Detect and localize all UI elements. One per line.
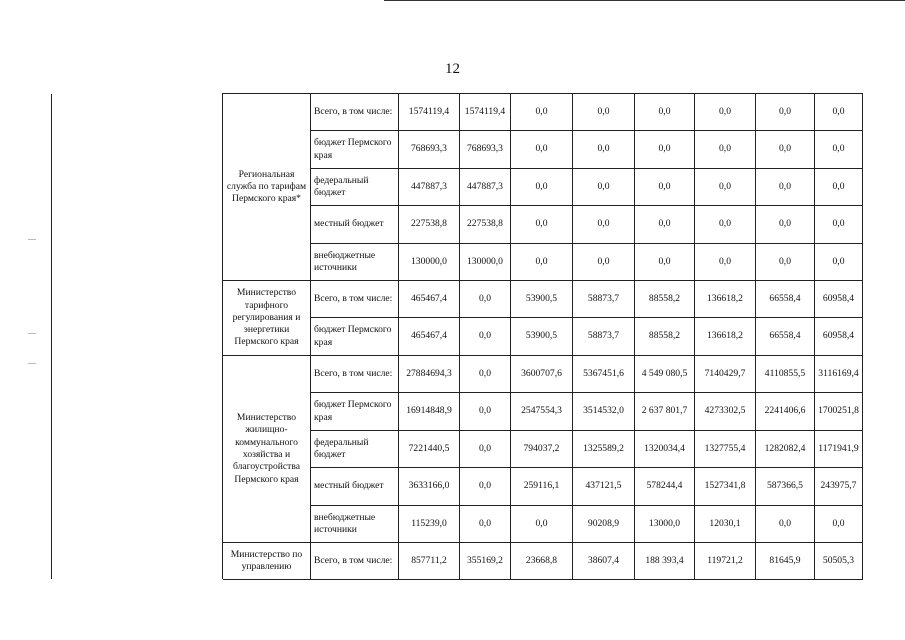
amount-cell: 465467,4 xyxy=(399,318,460,356)
amount-cell: 53900,5 xyxy=(511,318,573,356)
funding-source-cell: Всего, в том числе: xyxy=(311,356,399,393)
amount-cell: 3514532,0 xyxy=(573,393,635,431)
amount-cell: 768693,3 xyxy=(399,131,460,169)
amount-cell: 0,0 xyxy=(695,206,756,244)
amount-cell: 0,0 xyxy=(635,206,695,244)
amount-cell: 0,0 xyxy=(460,393,511,431)
amount-cell: 4273302,5 xyxy=(695,393,756,431)
amount-cell: 3116169,4 xyxy=(815,356,863,393)
amount-cell: 0,0 xyxy=(756,94,815,131)
amount-cell: 16914848,9 xyxy=(399,393,460,431)
funding-source-cell: бюджет Пермского края xyxy=(311,131,399,169)
amount-cell: 857711,2 xyxy=(399,543,460,580)
amount-cell: 88558,2 xyxy=(635,318,695,356)
amount-cell: 2547554,3 xyxy=(511,393,573,431)
amount-cell: 0,0 xyxy=(695,169,756,206)
organization-cell: Министерство жилищно-коммунального хозяйства и благоустройства Пермского края xyxy=(223,356,311,543)
amount-cell: 259116,1 xyxy=(511,468,573,506)
amount-cell: 130000,0 xyxy=(399,244,460,281)
amount-cell: 0,0 xyxy=(460,431,511,468)
amount-cell: 0,0 xyxy=(756,206,815,244)
amount-cell: 0,0 xyxy=(815,506,863,543)
amount-cell: 0,0 xyxy=(635,131,695,169)
amount-cell: 66558,4 xyxy=(756,318,815,356)
amount-cell: 1574119,4 xyxy=(399,94,460,131)
amount-cell: 447887,3 xyxy=(460,169,511,206)
amount-cell: 4 549 080,5 xyxy=(635,356,695,393)
organization-cell: Региональная служба по тарифам Пермского края* xyxy=(223,94,311,281)
amount-cell: 1700251,8 xyxy=(815,393,863,431)
amount-cell: 0,0 xyxy=(635,169,695,206)
amount-cell: 0,0 xyxy=(573,206,635,244)
amount-cell: 0,0 xyxy=(460,281,511,318)
amount-cell: 5367451,6 xyxy=(573,356,635,393)
amount-cell: 60958,4 xyxy=(815,281,863,318)
amount-cell: 81645,9 xyxy=(756,543,815,580)
funding-source-cell: Всего, в том числе: xyxy=(311,543,399,580)
amount-cell: 0,0 xyxy=(815,131,863,169)
funding-source-cell: местный бюджет xyxy=(311,206,399,244)
amount-cell: 0,0 xyxy=(815,206,863,244)
amount-cell: 3633166,0 xyxy=(399,468,460,506)
funding-source-cell: местный бюджет xyxy=(311,468,399,506)
amount-cell: 119721,2 xyxy=(695,543,756,580)
organization-cell: Министерство тарифного регулирования и энергетики Пермского края xyxy=(223,281,311,356)
amount-cell: 27884694,3 xyxy=(399,356,460,393)
amount-cell: 1282082,4 xyxy=(756,431,815,468)
amount-cell: 0,0 xyxy=(756,244,815,281)
amount-cell: 1320034,4 xyxy=(635,431,695,468)
amount-cell: 66558,4 xyxy=(756,281,815,318)
amount-cell: 227538,8 xyxy=(399,206,460,244)
amount-cell: 0,0 xyxy=(511,506,573,543)
amount-cell: 0,0 xyxy=(460,468,511,506)
amount-cell: 2241406,6 xyxy=(756,393,815,431)
amount-cell: 0,0 xyxy=(511,169,573,206)
amount-cell: 0,0 xyxy=(511,131,573,169)
amount-cell: 58873,7 xyxy=(573,281,635,318)
amount-cell: 2 637 801,7 xyxy=(635,393,695,431)
amount-cell: 0,0 xyxy=(695,244,756,281)
amount-cell: 0,0 xyxy=(460,356,511,393)
page-number: 12 xyxy=(445,61,460,77)
amount-cell: 0,0 xyxy=(573,244,635,281)
amount-cell: 115239,0 xyxy=(399,506,460,543)
amount-cell: 437121,5 xyxy=(573,468,635,506)
amount-cell: 0,0 xyxy=(695,94,756,131)
funding-source-cell: внебюджетные источники xyxy=(311,506,399,543)
amount-cell: 12030,1 xyxy=(695,506,756,543)
table-row xyxy=(52,94,863,131)
amount-cell: 136618,2 xyxy=(695,318,756,356)
amount-cell: 7221440,5 xyxy=(399,431,460,468)
amount-cell: 355169,2 xyxy=(460,543,511,580)
table-body xyxy=(52,94,863,580)
amount-cell: 58873,7 xyxy=(573,318,635,356)
funding-source-cell: Всего, в том числе: xyxy=(311,281,399,318)
amount-cell: 53900,5 xyxy=(511,281,573,318)
funding-source-cell: федеральный бюджет xyxy=(311,431,399,468)
amount-cell: 1171941,9 xyxy=(815,431,863,468)
amount-cell: 0,0 xyxy=(815,244,863,281)
amount-cell: 0,0 xyxy=(756,169,815,206)
amount-cell: 0,0 xyxy=(460,318,511,356)
amount-cell: 447887,3 xyxy=(399,169,460,206)
amount-cell: 136618,2 xyxy=(695,281,756,318)
amount-cell: 1325589,2 xyxy=(573,431,635,468)
amount-cell: 38607,4 xyxy=(573,543,635,580)
amount-cell: 23668,8 xyxy=(511,543,573,580)
amount-cell: 0,0 xyxy=(635,244,695,281)
amount-cell: 88558,2 xyxy=(635,281,695,318)
amount-cell: 0,0 xyxy=(815,169,863,206)
amount-cell: 13000,0 xyxy=(635,506,695,543)
amount-cell: 0,0 xyxy=(815,94,863,131)
amount-cell: 1574119,4 xyxy=(460,94,511,131)
amount-cell: 243975,7 xyxy=(815,468,863,506)
amount-cell: 0,0 xyxy=(573,94,635,131)
amount-cell: 1527341,8 xyxy=(695,468,756,506)
amount-cell: 60958,4 xyxy=(815,318,863,356)
amount-cell: 465467,4 xyxy=(399,281,460,318)
organization-cell: Министерство по управлению xyxy=(223,543,311,580)
funding-source-cell: федеральный бюджет xyxy=(311,169,399,206)
amount-cell: 90208,9 xyxy=(573,506,635,543)
amount-cell: 768693,3 xyxy=(460,131,511,169)
funding-table xyxy=(51,93,863,580)
amount-cell: 0,0 xyxy=(460,506,511,543)
amount-cell: 188 393,4 xyxy=(635,543,695,580)
amount-cell: 3600707,6 xyxy=(511,356,573,393)
amount-cell: 0,0 xyxy=(511,94,573,131)
page-top-rule xyxy=(384,0,905,1)
scan-mark xyxy=(28,239,36,240)
amount-cell: 578244,4 xyxy=(635,468,695,506)
amount-cell: 227538,8 xyxy=(460,206,511,244)
amount-cell: 130000,0 xyxy=(460,244,511,281)
amount-cell: 0,0 xyxy=(511,206,573,244)
funding-source-cell: бюджет Пермского края xyxy=(311,318,399,356)
amount-cell: 1327755,4 xyxy=(695,431,756,468)
amount-cell: 0,0 xyxy=(695,131,756,169)
amount-cell: 587366,5 xyxy=(756,468,815,506)
amount-cell: 0,0 xyxy=(573,169,635,206)
amount-cell: 0,0 xyxy=(756,506,815,543)
scan-mark xyxy=(28,363,36,364)
amount-cell: 0,0 xyxy=(756,131,815,169)
scan-mark xyxy=(28,333,36,334)
amount-cell: 7140429,7 xyxy=(695,356,756,393)
amount-cell: 0,0 xyxy=(573,131,635,169)
funding-source-cell: внебюджетные источники xyxy=(311,244,399,281)
amount-cell: 0,0 xyxy=(511,244,573,281)
blank-column-cell xyxy=(52,94,223,580)
funding-source-cell: бюджет Пермского края xyxy=(311,393,399,431)
amount-cell: 50505,3 xyxy=(815,543,863,580)
amount-cell: 0,0 xyxy=(635,94,695,131)
amount-cell: 4110855,5 xyxy=(756,356,815,393)
funding-source-cell: Всего, в том числе: xyxy=(311,94,399,131)
amount-cell: 794037,2 xyxy=(511,431,573,468)
